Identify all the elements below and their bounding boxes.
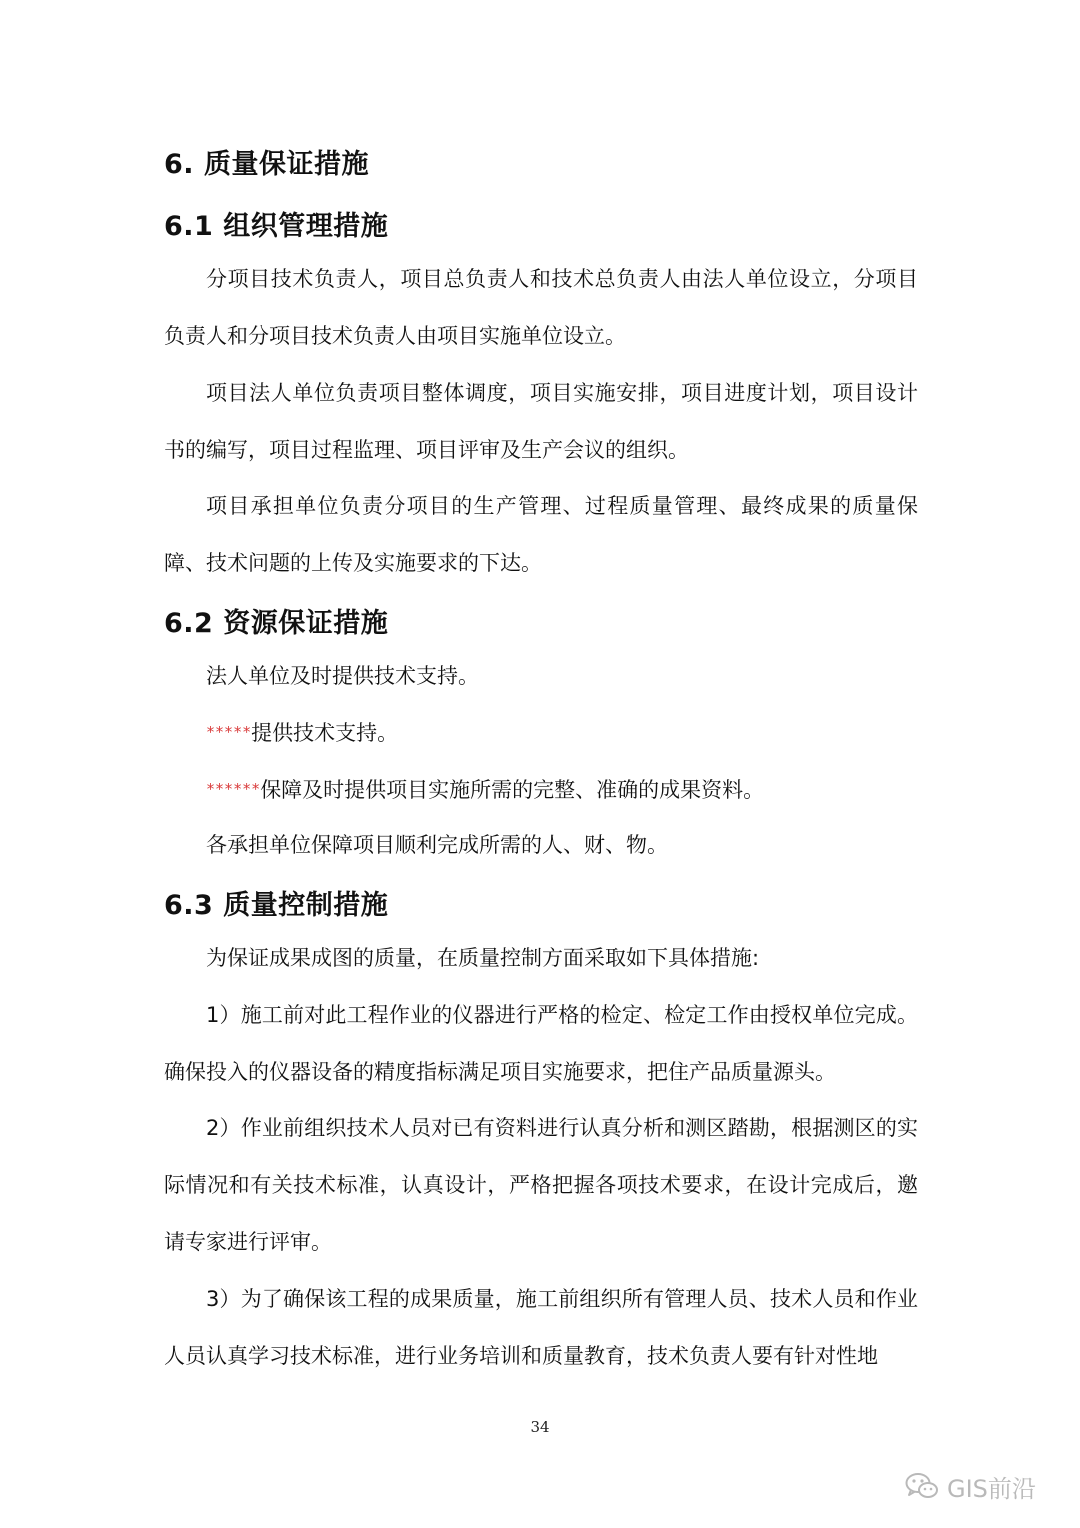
page-number: 34 [530,1418,550,1436]
section-heading-6-1: 6.1 组织管理措施 [164,211,389,242]
wechat-icon [905,1472,939,1500]
section-heading-6-2: 6.2 资源保证措施 [164,608,389,639]
paragraph: 1）施工前对此工程作业的仪器进行严格的检定、检定工作由授权单位完成。确保投入的仪器设备的精度指标满足项目实施要求，把住产品质量源头。 [164,1003,918,1084]
paragraph: 3）为了确保该工程的成果质量，施工前组织所有管理人员、技术人员和作业人员认真学习技术标准，进行业务培训和质量教育，技术负责人要有针对性地 [164,1287,918,1368]
redacted-name-stars: ****** [206,780,261,798]
paragraph: 2）作业前组织技术人员对已有资料进行认真分析和测区踏勘，根据测区的实际情况和有关技术标准，认真设计，严格把握各项技术要求，在设计完成后，邀请专家进行评审。 [164,1116,918,1254]
resource-line [206,761,764,819]
section-heading-6-3: 6.3 质量控制措施 [164,890,389,921]
resource-line [206,704,398,762]
paragraph: 项目承担单位负责分项目的生产管理、过程质量管理、最终成果的质量保障、技术问题的上传及实施要求的下达。 [164,494,918,575]
redacted-name-stars: ***** [206,723,252,741]
resource-line-text: 提供技术支持。 [251,721,399,745]
resource-line [206,648,479,705]
resource-line-text: 各承担单位保障项目顺利完成所需的人、财、物。 [206,833,668,857]
paragraph: 分项目技术负责人，项目总负责人和技术总负责人由法人单位设立，分项目负责人和分项目技术负责人由项目实施单位设立。 [164,267,918,348]
resource-line [206,817,668,874]
watermark-text: GIS前沿 [947,1474,1036,1503]
section-heading-6: 6. 质量保证措施 [164,149,369,180]
watermark [905,1466,1036,1506]
paragraph: 为保证成果成图的质量，在质量控制方面采取如下具体措施: [206,946,760,970]
paragraph: 项目法人单位负责项目整体调度，项目实施安排，项目进度计划，项目设计书的编写，项目过程监理、项目评审及生产会议的组织。 [164,381,918,462]
resource-line-text: 保障及时提供项目实施所需的完整、准确的成果资料。 [260,778,765,802]
resource-line-text: 法人单位及时提供技术支持。 [206,664,479,688]
